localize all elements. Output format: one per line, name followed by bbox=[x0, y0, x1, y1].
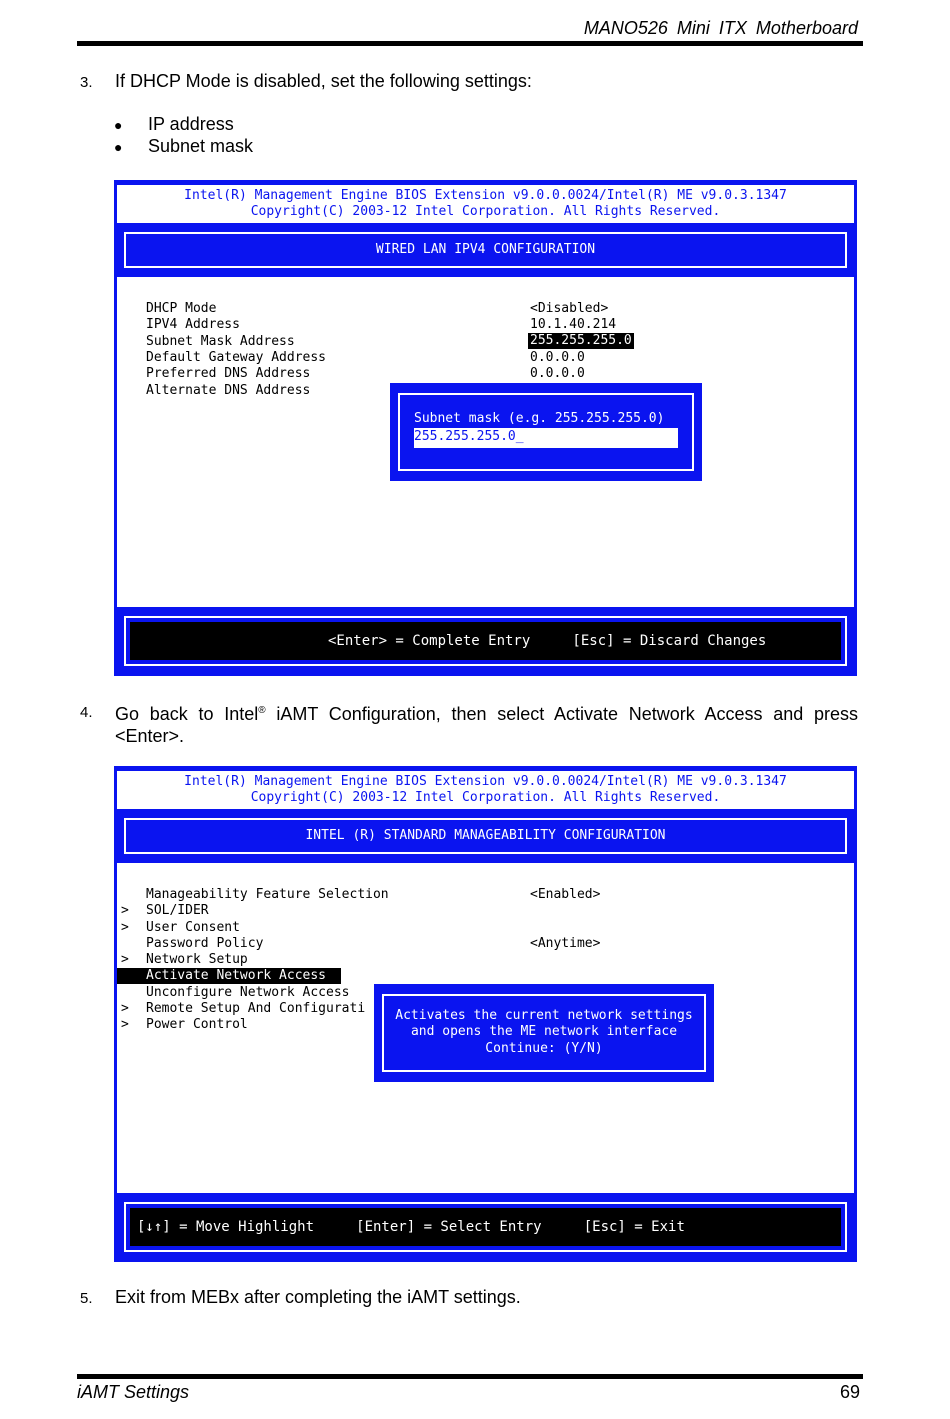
footer-rule bbox=[77, 1374, 863, 1379]
setting-label: IPV4 Address bbox=[146, 317, 240, 332]
step-number: 5. bbox=[80, 1290, 93, 1307]
dialog-line: and opens the ME network interface bbox=[410, 1024, 678, 1040]
step-text: Go back to Intel® iAMT Configuration, then select Activate Network Access and press <Enter>. bbox=[115, 704, 858, 746]
setting-label: Alternate DNS Address bbox=[146, 383, 311, 398]
bios-screenshot-ipv4 bbox=[114, 180, 857, 676]
key-hints: [↓↑] = Move Highlight [Enter] = Select Entry [Esc] = Exit bbox=[130, 1208, 841, 1246]
bullet-item: ● IP address bbox=[114, 114, 234, 134]
key-hints: <Enter> = Complete Entry [Esc] = Discard Changes bbox=[130, 622, 841, 660]
setting-label: DHCP Mode bbox=[146, 301, 217, 316]
menu-item[interactable]: Unconfigure Network Access bbox=[146, 985, 350, 1000]
setting-label: Default Gateway Address bbox=[146, 350, 327, 365]
setting-value[interactable]: 0.0.0.0 bbox=[530, 366, 585, 381]
bullet-dot-icon: ● bbox=[114, 139, 123, 155]
menu-item[interactable]: Power Control bbox=[146, 1017, 248, 1032]
step-text: If DHCP Mode is disabled, set the following settings: bbox=[115, 71, 532, 91]
menu-item[interactable]: SOL/IDER bbox=[146, 903, 209, 918]
step-number: 3. bbox=[80, 74, 93, 91]
step-5 bbox=[80, 1286, 858, 1308]
dialog-line: Activates the current network settings bbox=[395, 1008, 693, 1023]
setting-label: Subnet Mask Address bbox=[146, 334, 295, 349]
menu-item[interactable]: Manageability Feature Selection bbox=[146, 887, 389, 902]
step-4 bbox=[80, 700, 858, 747]
bios-header: Intel(R) Management Engine BIOS Extension v9.0.0.0024/Intel(R) ME v9.0.3.1347 Copyright(C) 2003-12 Intel Corporation. All Rights Reserved. bbox=[117, 771, 854, 809]
dialog-prompt: Subnet mask (e.g. 255.255.255.0) bbox=[414, 411, 665, 426]
dialog-confirm-prompt[interactable]: Continue: (Y/N) bbox=[485, 1040, 603, 1056]
menu-item[interactable]: Remote Setup And Configurati bbox=[146, 1001, 366, 1016]
bios-header: Intel(R) Management Engine BIOS Extension v9.0.0.0024/Intel(R) ME v9.0.3.1347 Copyright(C) 2003-12 Intel Corporation. All Rights Reserved. bbox=[117, 185, 854, 223]
setting-value[interactable]: <Disabled> bbox=[530, 301, 609, 316]
input-dialog bbox=[390, 383, 702, 481]
setting-value-selected[interactable]: 255.255.255.0 bbox=[530, 333, 632, 348]
setting-label: Preferred DNS Address bbox=[146, 366, 311, 381]
input-dialog-frame bbox=[398, 393, 694, 471]
submenu-arrow-icon: > bbox=[121, 1001, 129, 1016]
submenu-arrow-icon: > bbox=[121, 920, 129, 935]
bios-title: INTEL (R) STANDARD MANAGEABILITY CONFIGURATION bbox=[124, 818, 847, 854]
bullet-item: ● Subnet mask bbox=[114, 136, 254, 156]
setting-value[interactable]: <Enabled> bbox=[530, 887, 601, 902]
setting-value[interactable]: 10.1.40.214 bbox=[530, 317, 617, 332]
confirm-dialog bbox=[374, 984, 714, 1082]
bullet-dot-icon: ● bbox=[114, 117, 123, 133]
confirm-dialog-frame bbox=[382, 994, 706, 1072]
submenu-arrow-icon: > bbox=[121, 1017, 129, 1032]
submenu-arrow-icon: > bbox=[121, 952, 129, 967]
setting-value[interactable]: 0.0.0.0 bbox=[530, 350, 585, 365]
subnet-mask-input[interactable]: 255.255.255.0_ bbox=[414, 428, 678, 448]
step-number: 4. bbox=[80, 704, 93, 721]
step-3 bbox=[80, 70, 858, 92]
bios-footer bbox=[124, 1202, 847, 1252]
menu-item-selected[interactable]: Activate Network Access bbox=[117, 968, 341, 984]
bios-screenshot-manageability bbox=[114, 766, 857, 1262]
bios-title: WIRED LAN IPV4 CONFIGURATION bbox=[124, 232, 847, 268]
running-header: MANO526 Mini ITX Motherboard bbox=[583, 18, 858, 38]
setting-value[interactable]: <Anytime> bbox=[530, 936, 601, 951]
section-name: iAMT Settings bbox=[77, 1382, 190, 1402]
menu-item[interactable]: User Consent bbox=[146, 920, 240, 935]
bios-footer bbox=[124, 616, 847, 666]
submenu-arrow-icon: > bbox=[121, 903, 129, 918]
step-text: Exit from MEBx after completing the iAMT settings. bbox=[115, 1287, 521, 1307]
menu-item[interactable]: Password Policy bbox=[146, 936, 264, 951]
page-number: 69 bbox=[839, 1382, 860, 1402]
header-rule bbox=[77, 41, 863, 46]
menu-item[interactable]: Network Setup bbox=[146, 952, 248, 967]
